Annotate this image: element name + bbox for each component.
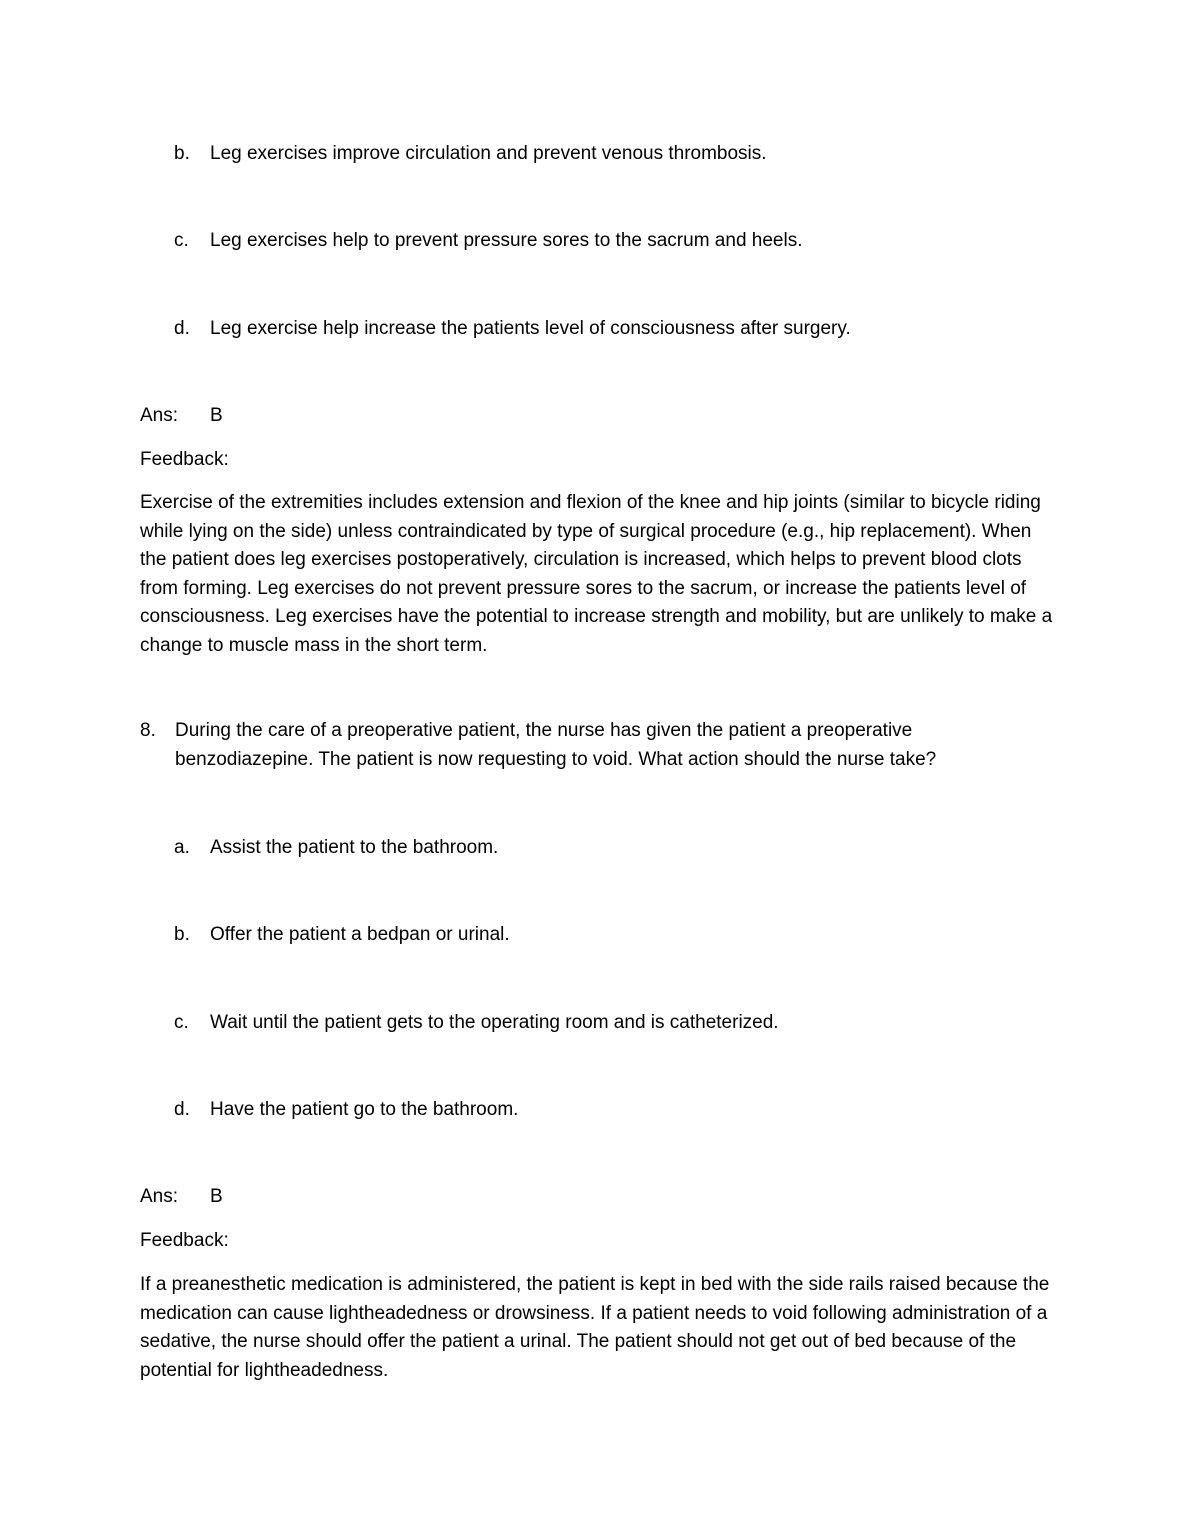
option-text: Leg exercises improve circulation and prevent venous thrombosis. [210,143,767,164]
question-number: 8. [140,720,156,741]
q8-feedback-label: Feedback: [140,1230,229,1251]
answer-value: B [210,405,223,426]
answer-label: Ans: [140,1186,179,1207]
question-text: During the care of a preoperative patient, the nurse has given the patient a preoperative benzodiazepine. The patient is now requesting to void. What action should the nurse take? [175,720,937,770]
q7-feedback-text: Exercise of the extremities includes extension and flexion of the knee and hip joints (similar to bicycle riding while lying on the side) unless contraindicated by type of surgical procedure (e.g., hip replacement). When the patient does leg exercises postoperatively, circulation is increased, which helps to prevent blood clots from forming. Leg exercises do not prevent pressure sores to the sacrum, or increase the patients level of consciousness. Leg exercises have the potential to increase strength and mobility, but are unlikely to make a change to muscle mass in the short term. [140,492,1053,656]
option-text: Wait until the patient gets to the operating room and is catheterized. [210,1012,779,1033]
option-letter: b. [174,143,190,164]
option-letter: a. [174,837,190,858]
option-text: Assist the patient to the bathroom. [210,837,499,858]
q7-feedback-label: Feedback: [140,449,229,470]
option-text: Leg exercises help to prevent pressure sores to the sacrum and heels. [210,230,803,251]
option-letter: c. [174,230,189,251]
option-letter: c. [174,1012,189,1033]
answer-value: B [210,1186,223,1207]
option-letter: b. [174,924,190,945]
option-letter: d. [174,1099,190,1120]
option-text: Leg exercise help increase the patients level of consciousness after surgery. [210,318,851,339]
option-letter: d. [174,318,190,339]
answer-label: Ans: [140,405,179,426]
option-text: Offer the patient a bedpan or urinal. [210,924,510,945]
q8-feedback-text: If a preanesthetic medication is administered, the patient is kept in bed with the side rails raised because the medication can cause lightheadedness or drowsiness. If a patient needs to void following administration of a sedative, the nurse should offer the patient a urinal. The patient should not get out of bed because of the potential for lightheadedness. [140,1274,1050,1381]
option-text: Have the patient go to the bathroom. [210,1099,519,1120]
